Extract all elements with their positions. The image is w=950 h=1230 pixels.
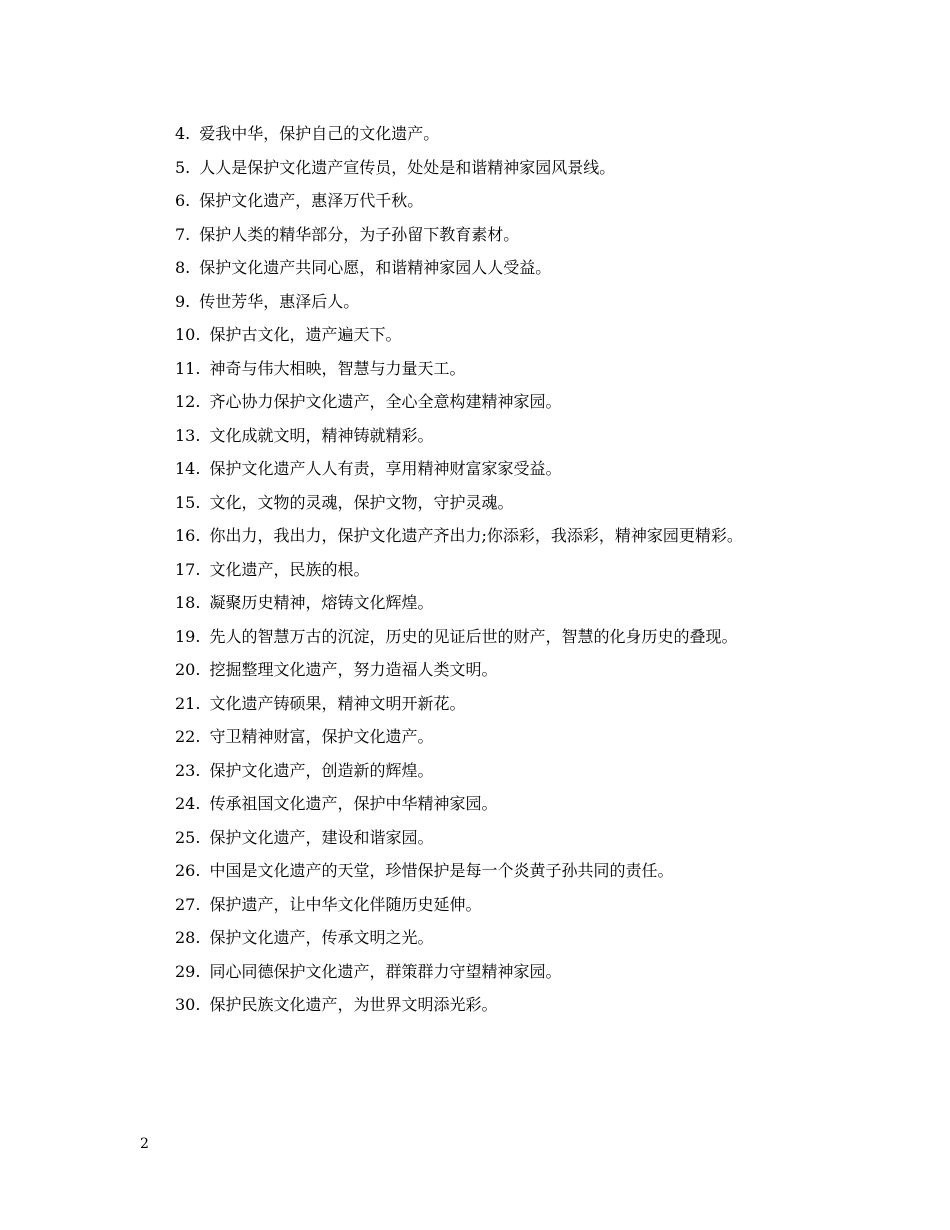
list-item <box>140 620 830 654</box>
item-number: 28. <box>175 928 201 947</box>
item-number: 7. <box>175 224 191 244</box>
item-number: 6. <box>175 191 191 210</box>
list-item <box>140 921 830 955</box>
list-item <box>140 754 830 788</box>
list-item <box>140 687 830 721</box>
list-item <box>140 553 830 587</box>
item-text: 文化遗产，民族的根。 <box>209 559 370 579</box>
list-item <box>140 117 830 151</box>
item-text: 保护文化遗产，传承文明之光。 <box>209 928 434 947</box>
list-item <box>140 586 830 620</box>
item-number: 19. <box>175 626 201 646</box>
item-number: 10. <box>175 325 201 344</box>
item-number: 24. <box>175 794 201 813</box>
item-number: 5. <box>175 157 191 177</box>
list-item <box>140 988 830 1022</box>
item-number: 27. <box>175 894 201 914</box>
list-item <box>140 955 830 989</box>
item-number: 17. <box>175 559 201 579</box>
list-item <box>140 653 830 687</box>
list-item <box>140 821 830 855</box>
list-item <box>140 419 830 453</box>
item-text: 传承祖国文化遗产，保护中华精神家园。 <box>209 794 498 813</box>
page-number: 2 <box>140 1136 149 1152</box>
item-text: 文化，文物的灵魂，保护文物，守护灵魂。 <box>209 492 514 512</box>
slogan-list <box>140 117 830 1022</box>
item-text: 你出力，我出力，保护文化遗产齐出力;你添彩，我添彩，精神家园更精彩。 <box>209 526 743 545</box>
item-text: 保护文化遗产人人有责，享用精神财富家家受益。 <box>209 459 562 478</box>
item-number: 12. <box>175 392 201 411</box>
item-number: 18. <box>175 593 201 612</box>
item-number: 20. <box>175 660 201 679</box>
item-text: 中国是文化遗产的天堂，珍惜保护是每一个炎黄子孙共同的责任。 <box>209 861 674 880</box>
list-item <box>140 787 830 821</box>
item-text: 保护文化遗产，惠泽万代千秋。 <box>199 191 424 210</box>
item-number: 13. <box>175 425 201 445</box>
item-text: 神奇与伟大相映，智慧与力量天工。 <box>209 358 466 378</box>
item-number: 22. <box>175 727 201 746</box>
item-text: 传世芳华，惠泽后人。 <box>199 291 360 311</box>
item-number: 8. <box>175 258 191 277</box>
item-text: 保护文化遗产，建设和谐家园。 <box>209 827 434 847</box>
list-item <box>140 888 830 922</box>
list-item <box>140 151 830 185</box>
item-number: 16. <box>175 526 201 545</box>
item-text: 保护遗产，让中华文化伴随历史延伸。 <box>209 894 482 914</box>
item-text: 文化遗产铸硕果，精神文明开新花。 <box>209 693 466 713</box>
item-number: 11. <box>175 358 201 378</box>
item-number: 29. <box>175 961 201 981</box>
list-item <box>140 352 830 386</box>
item-number: 30. <box>175 995 201 1014</box>
item-number: 9. <box>175 291 191 311</box>
item-text: 保护文化遗产共同心愿，和谐精神家园人人受益。 <box>199 258 552 277</box>
item-text: 保护人类的精华部分，为子孙留下教育素材。 <box>199 224 520 244</box>
item-text: 同心同德保护文化遗产，群策群力守望精神家园。 <box>209 961 562 981</box>
list-item <box>140 385 830 419</box>
list-item <box>140 285 830 319</box>
item-text: 守卫精神财富，保护文化遗产。 <box>209 727 434 746</box>
item-number: 25. <box>175 827 201 847</box>
item-text: 先人的智慧万古的沉淀，历史的见证后世的财产，智慧的化身历史的叠现。 <box>209 626 738 646</box>
item-number: 4. <box>175 124 191 143</box>
list-item <box>140 251 830 285</box>
item-text: 齐心协力保护文化遗产，全心全意构建精神家园。 <box>209 392 562 411</box>
list-item <box>140 218 830 252</box>
item-text: 保护文化遗产，创造新的辉煌。 <box>209 760 434 780</box>
item-text: 保护民族文化遗产，为世界文明添光彩。 <box>209 995 498 1014</box>
list-item <box>140 452 830 486</box>
item-number: 26. <box>175 861 201 880</box>
item-number: 21. <box>175 693 201 713</box>
item-text: 挖掘整理文化遗产，努力造福人类文明。 <box>209 660 498 679</box>
item-text: 保护古文化，遗产遍天下。 <box>209 325 402 344</box>
item-text: 人人是保护文化遗产宣传员，处处是和谐精神家园风景线。 <box>199 157 616 177</box>
item-number: 15. <box>175 492 201 512</box>
item-number: 23. <box>175 760 201 780</box>
list-item <box>140 720 830 754</box>
item-number: 14. <box>175 459 201 478</box>
list-item <box>140 486 830 520</box>
list-item <box>140 854 830 888</box>
item-text: 文化成就文明，精神铸就精彩。 <box>209 425 434 445</box>
list-item <box>140 519 830 553</box>
item-text: 凝聚历史精神，熔铸文化辉煌。 <box>209 593 434 612</box>
list-item <box>140 184 830 218</box>
item-text: 爱我中华，保护自己的文化遗产。 <box>199 124 440 143</box>
list-item <box>140 318 830 352</box>
